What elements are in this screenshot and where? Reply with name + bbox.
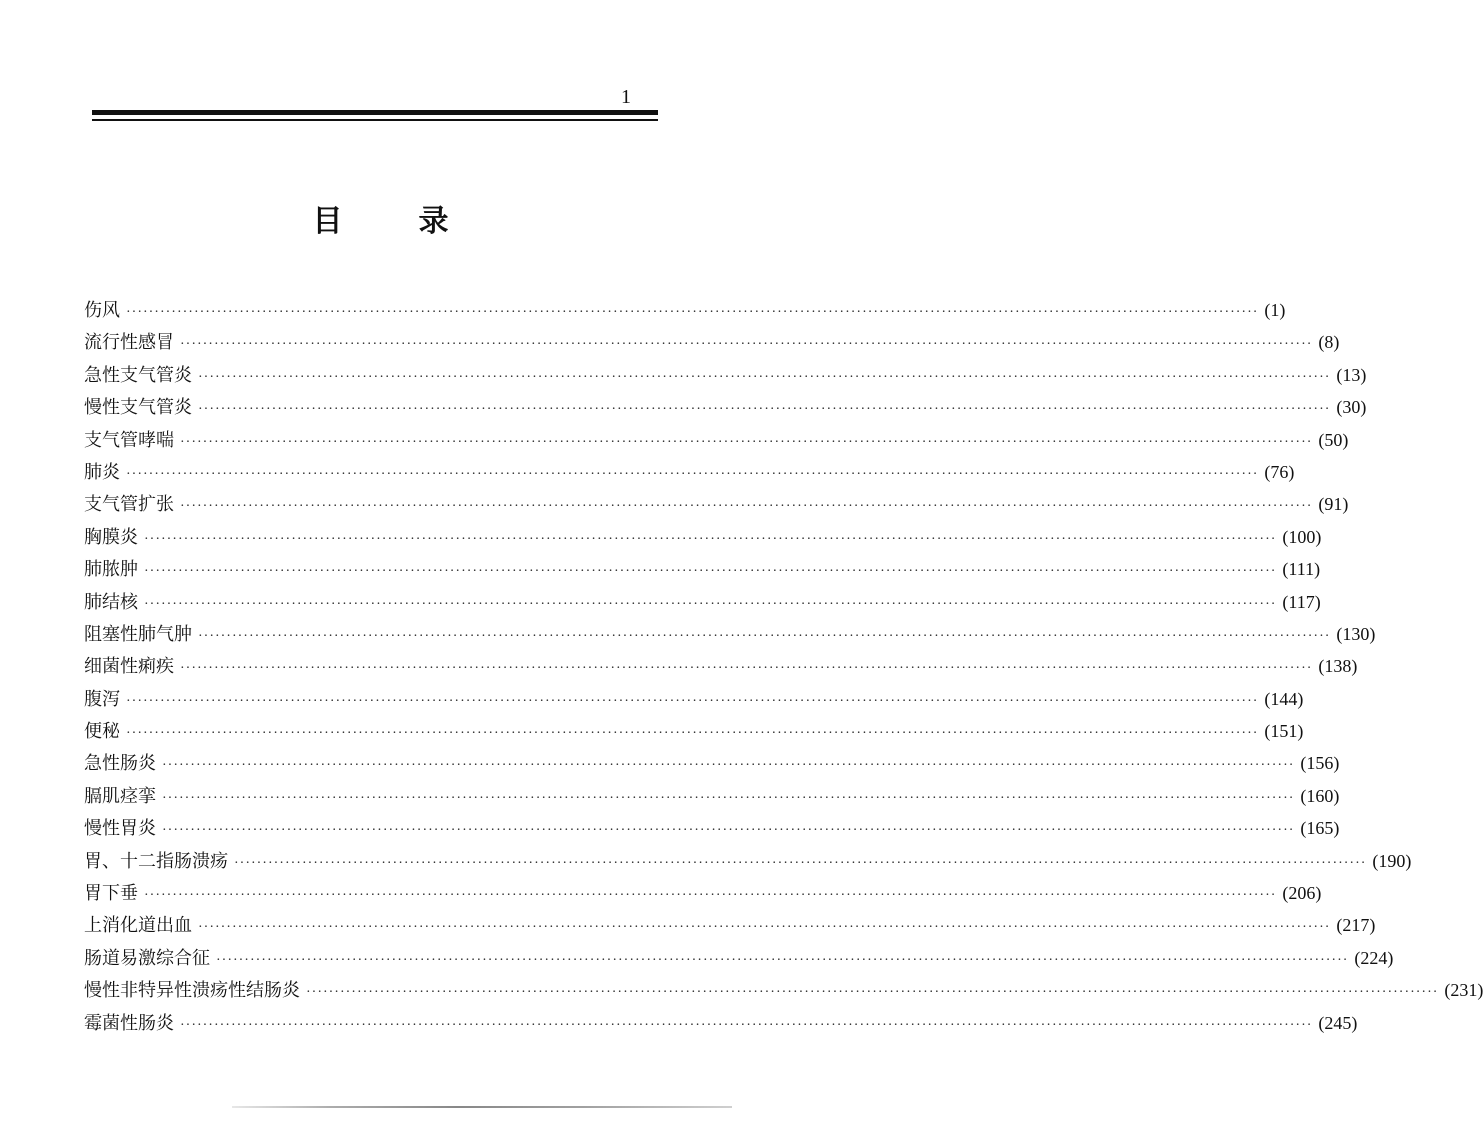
close-paren: ) — [1477, 980, 1483, 1001]
toc-page-number: 217 — [1342, 915, 1370, 936]
toc-entry-page — [1366, 851, 1411, 872]
toc-entry[interactable] — [84, 652, 1358, 684]
scan-artifact-line — [232, 1106, 732, 1108]
toc-page-number: 117 — [1288, 591, 1315, 612]
toc-page-number: 8 — [1324, 332, 1334, 353]
close-paren: ) — [1333, 818, 1340, 839]
toc-page-number: 138 — [1324, 656, 1352, 677]
open-paren: ( — [1336, 915, 1343, 936]
toc-entry-page — [1438, 980, 1483, 1001]
toc-entry-page — [1312, 332, 1339, 353]
toc-page-number: 190 — [1378, 850, 1406, 871]
toc-entry-page — [1276, 883, 1321, 904]
toc-entry-label: 急性肠炎 — [84, 753, 156, 775]
open-paren: ( — [1300, 818, 1307, 839]
toc-title — [0, 196, 763, 240]
toc-leader-dots: ········································································································································································································ — [234, 855, 1367, 871]
toc-entry-label: 慢性胃炎 — [84, 818, 156, 840]
toc-entry[interactable] — [84, 976, 1483, 1008]
toc-entry-page — [1294, 818, 1339, 839]
open-paren: ( — [1318, 332, 1325, 353]
open-paren: ( — [1264, 300, 1271, 320]
toc-page-number: 13 — [1342, 364, 1361, 385]
toc-leader-dots: ········································································································································································································ — [144, 888, 1277, 904]
open-paren: ( — [1444, 980, 1451, 1001]
toc-leader-dots: ········································································································································································································ — [144, 596, 1277, 612]
open-paren: ( — [1336, 623, 1343, 644]
toc-page-number: 1 — [1270, 300, 1280, 320]
toc-entry-page — [1312, 656, 1357, 677]
toc-entry-page — [1330, 624, 1375, 645]
toc-entry-label: 胃、十二指肠溃疡 — [84, 850, 228, 872]
toc-entry-page — [1258, 721, 1303, 742]
toc-leader-dots: ········································································································································································································ — [306, 985, 1439, 1001]
toc-entry-label: 肺结核 — [84, 591, 138, 613]
toc-entry-page — [1276, 559, 1320, 580]
close-paren: ) — [1342, 429, 1349, 450]
toc-entry[interactable] — [84, 782, 1340, 814]
close-paren: ) — [1315, 883, 1322, 904]
toc-entry-page — [1330, 915, 1375, 936]
toc-entry-label: 胸膜炎 — [84, 526, 138, 548]
open-paren: ( — [1318, 429, 1325, 450]
toc-page-number: 144 — [1270, 688, 1298, 709]
close-paren: ) — [1288, 461, 1295, 482]
toc-page-number: 151 — [1270, 721, 1298, 742]
toc-leader-dots: ········································································································································································································ — [180, 499, 1313, 515]
open-paren: ( — [1372, 850, 1379, 871]
toc-leader-dots: ········································································································································································································ — [180, 434, 1313, 450]
open-paren: ( — [1282, 883, 1289, 904]
toc-entry-page — [1258, 300, 1285, 321]
toc-entry[interactable] — [84, 393, 1367, 425]
close-paren: ) — [1315, 526, 1322, 547]
toc-entry-page — [1294, 786, 1339, 807]
toc-entry[interactable] — [84, 620, 1376, 652]
toc-leader-dots: ········································································································································································································ — [126, 693, 1259, 709]
header-rule-thick — [92, 110, 658, 115]
open-paren: ( — [1282, 591, 1289, 612]
toc-page-number: 111 — [1288, 559, 1315, 580]
close-paren: ) — [1314, 559, 1321, 580]
header-rule-thin — [92, 119, 658, 121]
toc-leader-dots: ········································································································································································································ — [180, 337, 1313, 353]
toc-entry[interactable] — [84, 911, 1376, 943]
toc-entry[interactable] — [84, 328, 1340, 360]
open-paren: ( — [1336, 397, 1343, 418]
open-paren: ( — [1300, 785, 1307, 806]
close-paren: ) — [1360, 397, 1367, 418]
toc-leader-dots: ········································································································································································································ — [144, 564, 1277, 580]
close-paren: ) — [1387, 947, 1394, 968]
toc-entry-page — [1276, 527, 1321, 548]
close-paren: ) — [1297, 688, 1304, 709]
toc-entry[interactable] — [84, 879, 1322, 911]
toc-leader-dots: ········································································································································································································ — [198, 920, 1331, 936]
toc-leader-dots: ········································································································································································································ — [198, 369, 1331, 385]
toc-leader-dots: ········································································································································································································ — [126, 466, 1259, 482]
toc-leader-dots: ········································································································································································································ — [126, 726, 1259, 742]
toc-entry[interactable] — [84, 296, 1286, 328]
toc-entry-page — [1312, 430, 1348, 451]
toc-entry-label: 便秘 — [84, 721, 120, 743]
open-paren: ( — [1282, 526, 1289, 547]
toc-entry-label: 慢性非特异性溃疡性结肠炎 — [84, 980, 300, 1002]
toc-entry-label: 流行性感冒 — [84, 332, 174, 354]
open-paren: ( — [1300, 753, 1307, 774]
toc-entry[interactable] — [84, 490, 1349, 522]
toc-entry[interactable] — [84, 847, 1412, 879]
toc-leader-dots: ········································································································································································································ — [144, 531, 1277, 547]
open-paren: ( — [1264, 688, 1271, 709]
toc-entry-label: 肠道易激综合征 — [84, 947, 210, 969]
toc-entry[interactable] — [84, 814, 1340, 846]
toc-entry[interactable] — [84, 717, 1304, 749]
toc-page-number: 156 — [1306, 753, 1334, 774]
close-paren: ) — [1333, 753, 1340, 774]
close-paren: ) — [1297, 721, 1304, 742]
toc-entry-page — [1258, 462, 1294, 483]
toc-page-number: 130 — [1342, 623, 1370, 644]
close-paren: ) — [1279, 300, 1286, 320]
open-paren: ( — [1336, 364, 1343, 385]
close-paren: ) — [1333, 332, 1340, 353]
toc-entry-page — [1330, 365, 1366, 386]
toc-entry-label: 支气管扩张 — [84, 494, 174, 516]
toc-leader-dots: ········································································································································································································ — [162, 790, 1295, 806]
toc-entry-label: 上消化道出血 — [84, 915, 192, 937]
toc-entry-label: 肺炎 — [84, 461, 120, 483]
toc-entry-page — [1348, 948, 1393, 969]
toc-leader-dots: ········································································································································································································ — [180, 661, 1313, 677]
toc-entry[interactable] — [84, 749, 1340, 781]
toc-entry-label: 肺脓肿 — [84, 559, 138, 581]
toc-leader-dots: ········································································································································································································ — [180, 1017, 1313, 1033]
toc-entry[interactable] — [84, 944, 1394, 976]
toc-page-number: 245 — [1324, 1012, 1352, 1033]
toc-entry[interactable] — [84, 685, 1304, 717]
close-paren: ) — [1369, 915, 1376, 936]
toc-page-number: 50 — [1324, 429, 1343, 450]
toc-page-number: 100 — [1288, 526, 1316, 547]
toc-entry[interactable] — [84, 361, 1367, 393]
toc-entry[interactable] — [84, 523, 1322, 555]
open-paren: ( — [1318, 494, 1325, 515]
toc-leader-dots: ········································································································································································································ — [198, 402, 1331, 418]
toc-page-number: 91 — [1324, 494, 1343, 515]
toc-leader-dots: ········································································································································································································ — [162, 823, 1295, 839]
open-paren: ( — [1264, 721, 1271, 742]
close-paren: ) — [1351, 1012, 1358, 1033]
toc-entry[interactable] — [84, 555, 1321, 587]
close-paren: ) — [1314, 591, 1321, 612]
toc-entry[interactable] — [84, 426, 1349, 458]
toc-entry-label: 慢性支气管炎 — [84, 397, 192, 419]
open-paren: ( — [1318, 1012, 1325, 1033]
toc-leader-dots: ········································································································································································································ — [198, 628, 1331, 644]
toc-entry[interactable] — [84, 458, 1295, 490]
toc-entry-page — [1258, 689, 1303, 710]
toc-leader-dots: ········································································································································································································ — [216, 952, 1349, 968]
close-paren: ) — [1351, 656, 1358, 677]
toc-title-char-1: 目 — [312, 204, 345, 239]
open-paren: ( — [1318, 656, 1325, 677]
toc-list — [84, 296, 1483, 1041]
open-paren: ( — [1282, 559, 1289, 580]
toc-page-number: 224 — [1360, 947, 1388, 968]
open-paren: ( — [1354, 947, 1361, 968]
toc-leader-dots: ········································································································································································································ — [162, 758, 1295, 774]
open-paren: ( — [1264, 461, 1271, 482]
toc-entry-page — [1276, 592, 1320, 613]
toc-entry-page — [1312, 1013, 1357, 1034]
toc-entry-label: 胃下垂 — [84, 883, 138, 905]
toc-page-number: 160 — [1306, 785, 1334, 806]
toc-entry[interactable] — [84, 1009, 1358, 1041]
toc-entry-page — [1294, 753, 1339, 774]
toc-page-number: 30 — [1342, 397, 1361, 418]
close-paren: ) — [1405, 850, 1412, 871]
toc-page-number: 206 — [1288, 883, 1316, 904]
toc-entry-label: 急性支气管炎 — [84, 364, 192, 386]
toc-leader-dots: ········································································································································································································ — [126, 305, 1259, 320]
page-number: 1 — [621, 86, 631, 108]
toc-page-number: 231 — [1450, 980, 1478, 1001]
close-paren: ) — [1360, 364, 1367, 385]
toc-entry-label: 霉菌性肠炎 — [84, 1012, 174, 1034]
close-paren: ) — [1333, 785, 1340, 806]
toc-entry-label: 阻塞性肺气肿 — [84, 623, 192, 645]
toc-entry-label: 伤风 — [84, 300, 120, 321]
toc-entry[interactable] — [84, 588, 1321, 620]
toc-entry-page — [1312, 494, 1348, 515]
toc-page-number: 165 — [1306, 818, 1334, 839]
toc-title-char-2: 录 — [418, 204, 451, 239]
toc-entry-label: 腹泻 — [84, 688, 120, 710]
toc-entry-page — [1330, 397, 1366, 418]
toc-entry-label: 支气管哮喘 — [84, 429, 174, 451]
close-paren: ) — [1342, 494, 1349, 515]
toc-entry-label: 膈肌痉挛 — [84, 785, 156, 807]
close-paren: ) — [1369, 623, 1376, 644]
toc-entry-label: 细菌性痢疾 — [84, 656, 174, 678]
toc-page-number: 76 — [1270, 461, 1289, 482]
